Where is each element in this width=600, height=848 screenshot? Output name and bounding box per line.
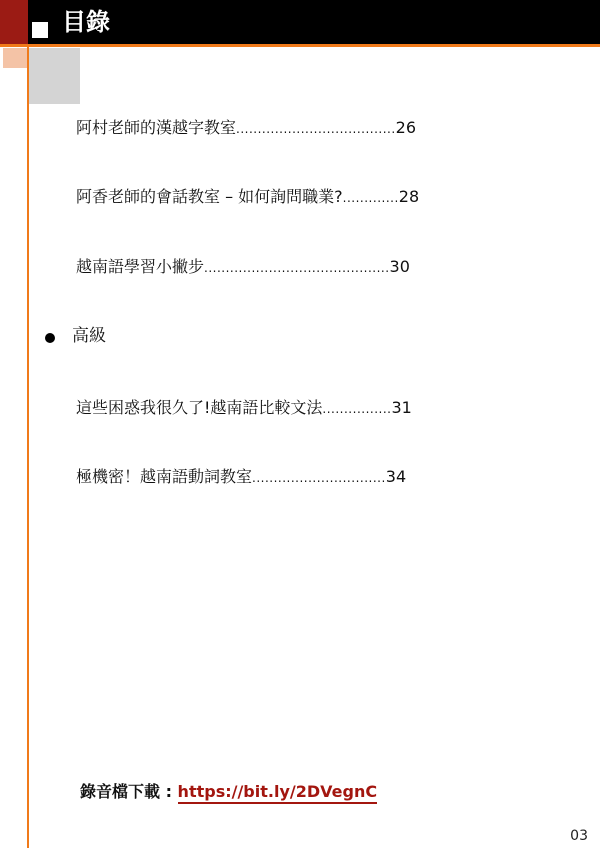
- bullet-icon: [45, 333, 55, 343]
- margin-line: [27, 44, 29, 848]
- page-title: 目錄: [62, 8, 110, 36]
- header-underline: [0, 44, 600, 47]
- toc-entry[interactable]: [76, 117, 506, 140]
- toc-entry-title: 極機密！越南語動詞教室: [76, 467, 253, 486]
- toc-entry[interactable]: [76, 397, 506, 420]
- toc-leader: .............: [342, 191, 399, 205]
- decorative-block: [28, 48, 80, 104]
- page-number: 03: [570, 828, 588, 844]
- toc-entry[interactable]: [76, 466, 506, 489]
- toc-entry-page: 34: [385, 467, 407, 486]
- audio-download-link[interactable]: https://bit.ly/2DVegnC: [178, 782, 378, 804]
- toc-leader: ...........................................: [204, 261, 390, 275]
- toc-entry-page: 31: [391, 398, 412, 417]
- toc-leader: .....................................: [236, 122, 396, 136]
- toc-entry-page: 30: [389, 257, 410, 276]
- toc-entry-title: 越南語學習小撇步: [76, 257, 205, 276]
- audio-download: [80, 780, 377, 804]
- toc-entry-title: 這些困惑我很久了!越南語比較文法: [76, 398, 323, 417]
- toc-entry-title: 阿村老師的漢越字教室: [76, 118, 237, 137]
- toc-entry-page: 28: [398, 187, 420, 206]
- toc-leader: ................: [322, 402, 392, 416]
- toc-entry-page: 26: [395, 118, 417, 137]
- toc-leader: ...............................: [252, 471, 386, 485]
- header-square-icon: [32, 22, 48, 38]
- audio-download-label: 錄音檔下載 :: [80, 782, 178, 801]
- header-accent: [0, 0, 28, 44]
- decorative-block: [3, 48, 27, 68]
- toc-entry[interactable]: [76, 186, 506, 209]
- toc-entry[interactable]: [76, 256, 506, 279]
- section-heading: 高級: [72, 326, 106, 346]
- toc-entry-title: 阿香老師的會話教室 – 如何詢問職業?: [76, 187, 343, 206]
